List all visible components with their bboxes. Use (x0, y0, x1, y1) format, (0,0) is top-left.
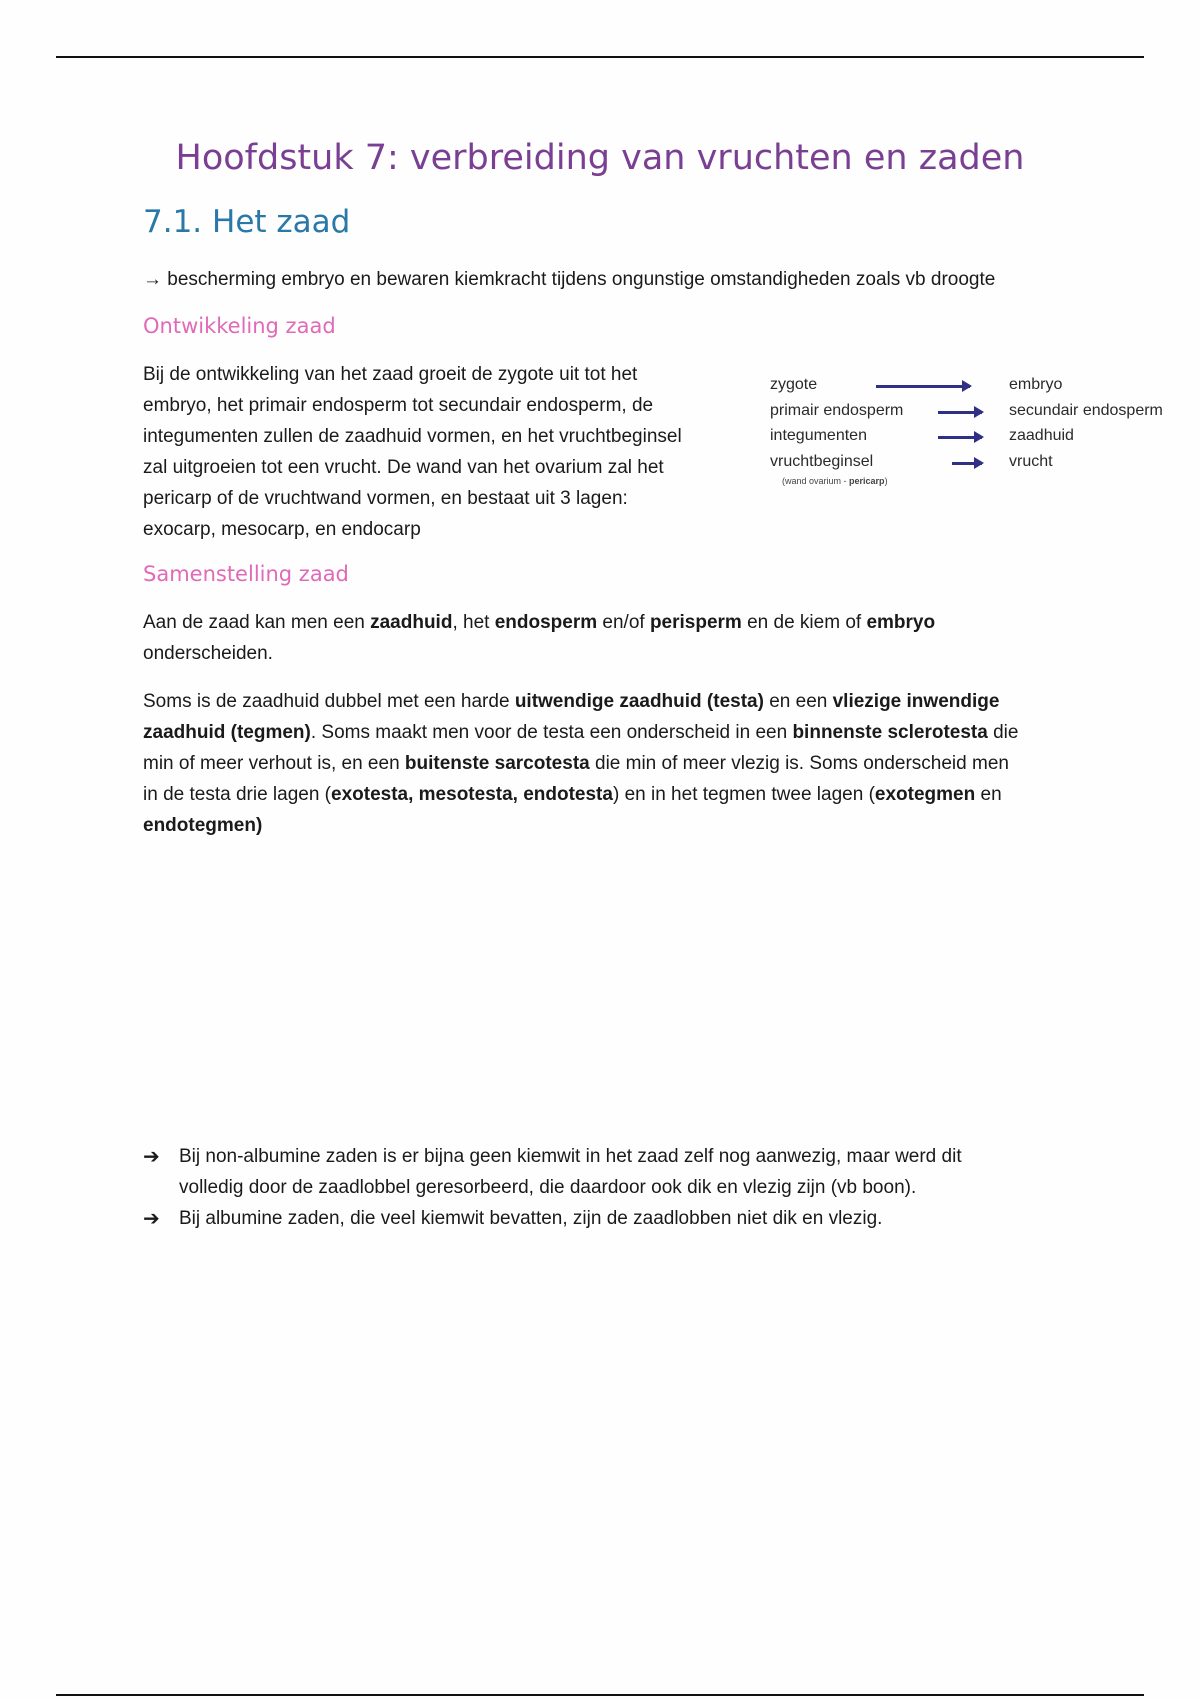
arrow-right-icon (938, 436, 982, 439)
diagram-note: (wand ovarium - pericarp) (782, 476, 888, 486)
samenstelling-heading: Samenstelling zaad (143, 562, 349, 586)
section-title: 7.1. Het zaad (143, 204, 351, 240)
ontwikkeling-line-4: zal uitgroeien tot een vrucht. De wand van het ovarium zal het (143, 457, 664, 478)
ontwikkeling-heading: Ontwikkeling zaad (143, 314, 336, 338)
samenstelling-paragraph-1: Aan de zaad kan men een zaadhuid, het endosperm en/of perisperm en de kiem of embryo onderscheiden. (143, 612, 936, 664)
diagram-left-vruchtbeginsel: vruchtbeginsel (770, 453, 874, 470)
ontwikkeling-paragraph (143, 359, 743, 545)
diagram-right-zaadhuid: zaadhuid (1009, 427, 1074, 444)
ontwikkeling-line-3: integumenten zullen de zaadhuid vormen, en het vruchtbeginsel (143, 426, 682, 447)
diagram-right-vrucht: vrucht (1009, 453, 1053, 470)
diagram-left-integumenten: integumenten (770, 427, 867, 444)
list-item: ➔ Bij non-albumine zaden is er bijna geen kiemwit in het zaad zelf nog aanwezig, maar werd dit volledig door de zaadlobbel geresorbeerd, die daardoor ook dik en vlezig zijn (vb boon). (143, 1141, 1043, 1203)
top-rule (56, 56, 1144, 58)
arrow-right-icon (938, 411, 982, 414)
development-diagram (764, 364, 1194, 494)
bottom-rule (56, 1694, 1144, 1696)
arrow-bullet-icon: ➔ (143, 1206, 160, 1230)
bullet-list (143, 1141, 1043, 1234)
arrow-bullet-icon: ➔ (143, 1144, 160, 1168)
chapter-title: Hoofdstuk 7: verbreiding van vruchten en zaden (175, 138, 1025, 178)
diagram-left-primair-endosperm: primair endosperm (770, 402, 904, 419)
arrow-right-icon (876, 385, 970, 388)
ontwikkeling-line-1: Bij de ontwikkeling van het zaad groeit de zygote uit tot het (143, 364, 638, 385)
intro-text: → bescherming embryo en bewaren kiemkracht tijdens ongunstige omstandigheden zoals vb droogte (143, 269, 996, 290)
arrow-right-icon (952, 462, 982, 465)
ontwikkeling-line-5: pericarp of de vruchtwand vormen, en bestaat uit 3 lagen: (143, 488, 628, 509)
ontwikkeling-line-2: embryo, het primair endosperm tot secundair endosperm, de (143, 395, 654, 416)
list-item: ➔ Bij albumine zaden, die veel kiemwit bevatten, zijn de zaadlobben niet dik en vlezig. (143, 1203, 1043, 1234)
samenstelling-paragraph-2: Soms is de zaadhuid dubbel met een harde uitwendige zaadhuid (testa) en een vliezige inwendige zaadhuid (tegmen). Soms maakt men voor de testa een onderscheid in een binnenste sclerotesta die min of meer verhout is, en een buitenste sarcotesta die min of meer vlezig is. Soms onderscheid men in de testa drie lagen (exotesta, mesotesta, endotesta) en in het tegmen twee lagen (exotegmen en endotegmen) (143, 691, 1019, 836)
diagram-right-secundair-endosperm: secundair endosperm (1009, 402, 1163, 419)
diagram-right-embryo: embryo (1009, 376, 1063, 393)
ontwikkeling-line-6: exocarp, mesocarp, en endocarp (143, 519, 421, 540)
diagram-left-zygote: zygote (770, 376, 818, 393)
